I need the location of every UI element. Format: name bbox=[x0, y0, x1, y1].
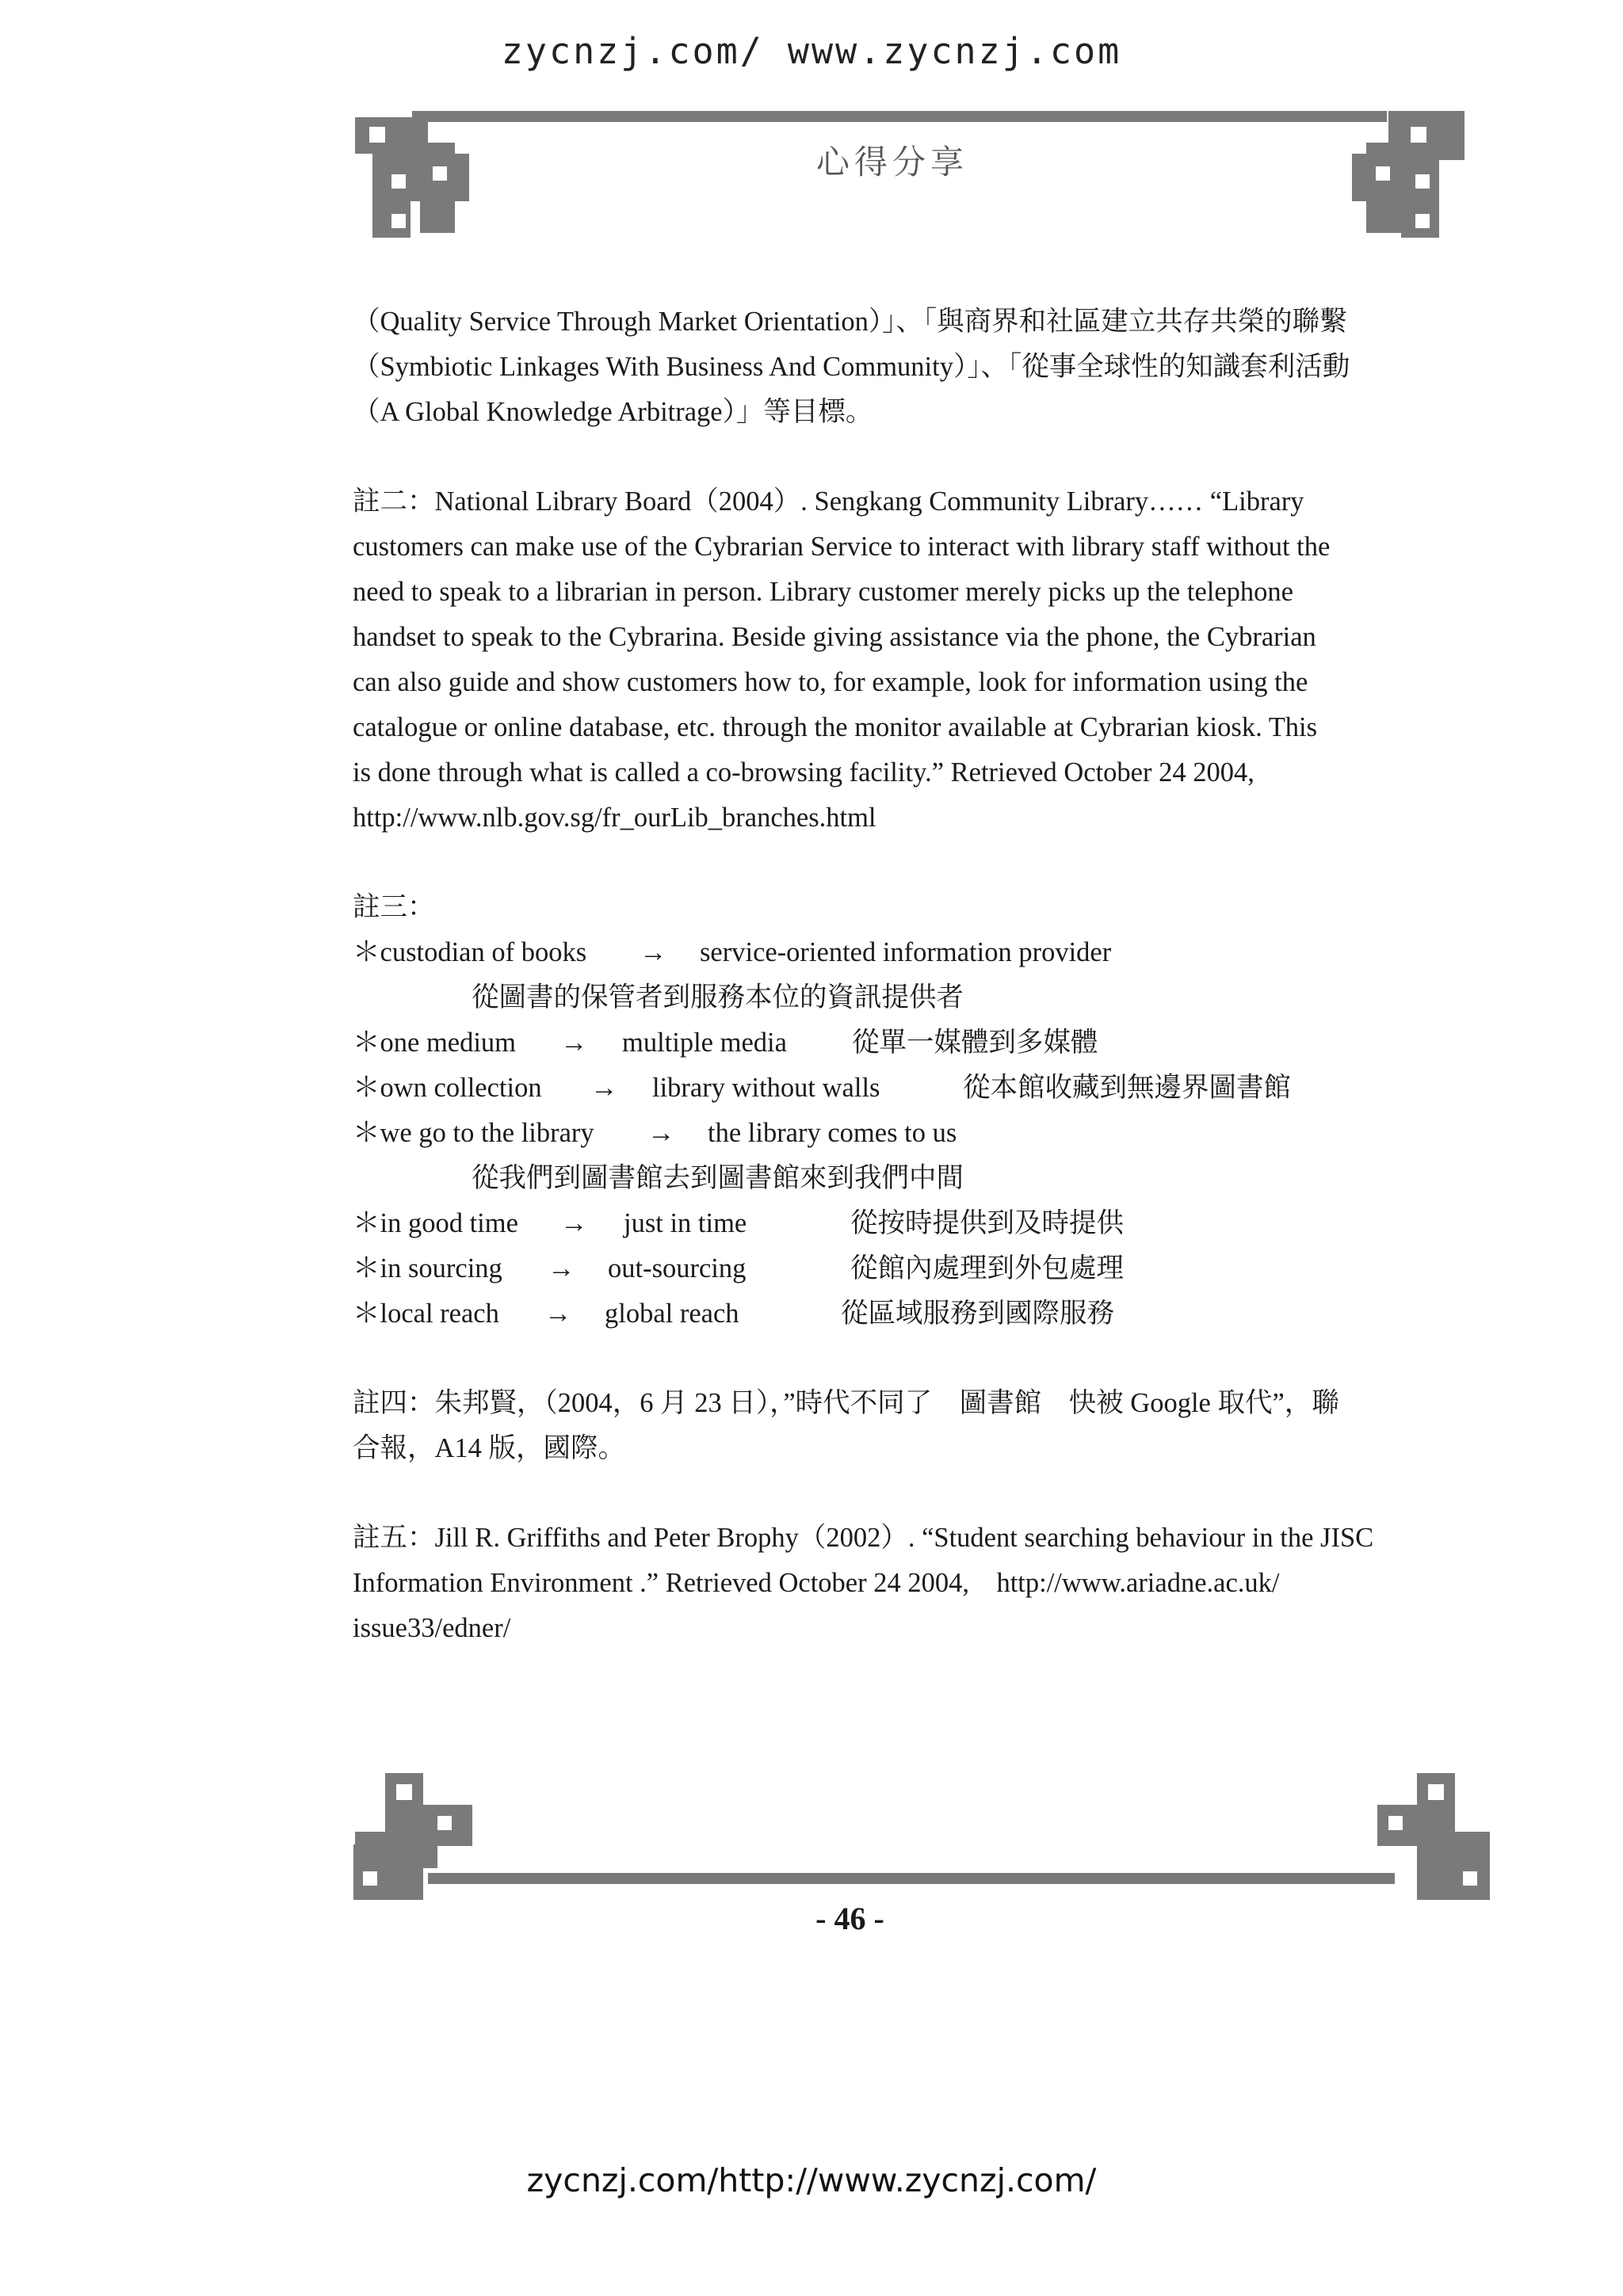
note3-from: ＊custodian of books bbox=[353, 937, 587, 967]
page-content bbox=[353, 299, 1446, 1651]
note3-to: multiple media bbox=[622, 1028, 787, 1058]
note3-item bbox=[353, 1246, 1446, 1291]
note5-line: Information Environment .” Retrieved October 24 2004, http://www.ariadne.ac.uk/ bbox=[353, 1568, 1280, 1598]
note2-line: catalogue or online database, etc. through the monitor available at Cybrarian kiosk. This bbox=[353, 712, 1318, 742]
note3-item bbox=[353, 1066, 1446, 1111]
note3-zh: 從區域服務到國際服務 bbox=[841, 1299, 1114, 1329]
note3-from: ＊we go to the library bbox=[353, 1118, 594, 1148]
note5-line: issue33/edner/ bbox=[353, 1613, 511, 1643]
note3-item bbox=[353, 930, 1446, 975]
arrow-icon: → bbox=[560, 1028, 588, 1058]
note3-from: ＊in good time bbox=[353, 1208, 518, 1238]
note3-to: out-sourcing bbox=[608, 1253, 747, 1283]
header-title: 心得分享 bbox=[816, 143, 969, 181]
note3-to: global reach bbox=[605, 1299, 739, 1329]
note3-item bbox=[353, 975, 1446, 1020]
note3-zh: 從單一媒體到多媒體 bbox=[852, 1028, 1098, 1058]
note3-from: ＊local reach bbox=[353, 1299, 499, 1329]
note4-line: 合報，A14 版，國際。 bbox=[353, 1433, 626, 1463]
note3-zh: 從按時提供到及時提供 bbox=[850, 1208, 1124, 1238]
note3-from: ＊own collection bbox=[353, 1073, 542, 1103]
note3-item bbox=[353, 1156, 1446, 1201]
arrow-icon: → bbox=[590, 1073, 618, 1103]
note2-url: http://www.nlb.gov.sg/fr_ourLib_branches.html bbox=[353, 803, 876, 833]
note2-line: 註二：National Library Board（2004）. Sengkang Community Library…… “Library bbox=[353, 486, 1304, 517]
intro-line: （Quality Service Through Market Orientation）」、「與商界和社區建立共存共榮的聯繫 bbox=[353, 307, 1347, 337]
note3-title: 註三： bbox=[353, 892, 435, 922]
note3-from: ＊one medium bbox=[353, 1028, 517, 1058]
note2-line: handset to speak to the Cybrarina. Beside giving assistance via the phone, the Cybrarian bbox=[353, 622, 1316, 652]
note3-item bbox=[353, 1111, 1446, 1156]
note3-zh: 從圖書的保管者到服務本位的資訊提供者 bbox=[472, 982, 964, 1013]
watermark-bottom: zycnzj.com/http://www.zycnzj.com/ bbox=[526, 2161, 1097, 2199]
note2-line: is done through what is called a co-browsing facility.” Retrieved October 24 2004, bbox=[353, 757, 1254, 788]
note3-to: the library comes to us bbox=[708, 1118, 957, 1148]
header-frame bbox=[0, 95, 1623, 238]
note2-line: need to speak to a librarian in person. Library customer merely picks up the telephone bbox=[353, 577, 1293, 607]
page-number: - 46 - bbox=[815, 1901, 884, 1936]
note3-zh: 從館內處理到外包處理 bbox=[850, 1253, 1124, 1283]
arrow-icon: → bbox=[647, 1118, 675, 1148]
watermark-top: zycnzj.com/ www.zycnzj.com bbox=[501, 30, 1122, 72]
note2-line: can also guide and show customers how to, for example, look for information using the bbox=[353, 667, 1308, 697]
note3-item bbox=[353, 1201, 1446, 1246]
right-knot-ornament bbox=[1352, 111, 1465, 238]
note3-zh: 從我們到圖書館去到圖書館來到我們中間 bbox=[472, 1163, 964, 1193]
arrow-icon: → bbox=[548, 1253, 575, 1283]
note3-item bbox=[353, 1291, 1446, 1337]
note3-from: ＊in sourcing bbox=[353, 1253, 502, 1283]
note4-line: 註四：朱邦賢，（2004，6 月 23 日），”時代不同了 圖書館 快被 Google 取代”，聯 bbox=[353, 1388, 1339, 1418]
arrow-icon: → bbox=[560, 1208, 588, 1238]
footer-frame bbox=[0, 1757, 1623, 1908]
note3-zh: 從本館收藏到無邊界圖書館 bbox=[963, 1073, 1291, 1103]
arrow-icon: → bbox=[640, 937, 667, 967]
arrow-icon: → bbox=[544, 1299, 572, 1329]
intro-line: （A Global Knowledge Arbitrage）」等目標。 bbox=[353, 397, 873, 427]
note2-line: customers can make use of the Cybrarian Service to interact with library staff without the bbox=[353, 532, 1331, 562]
note3-to: library without walls bbox=[652, 1073, 880, 1103]
note3-to: service-oriented information provider bbox=[700, 937, 1112, 967]
intro-line: （Symbiotic Linkages With Business And Community）」、「從事全球性的知識套利活動 bbox=[353, 352, 1350, 382]
note5-line: 註五：Jill R. Griffiths and Peter Brophy（2002）. “Student searching behaviour in the JISC bbox=[353, 1523, 1374, 1553]
note3-to: just in time bbox=[624, 1208, 747, 1238]
note3-item bbox=[353, 1020, 1446, 1066]
